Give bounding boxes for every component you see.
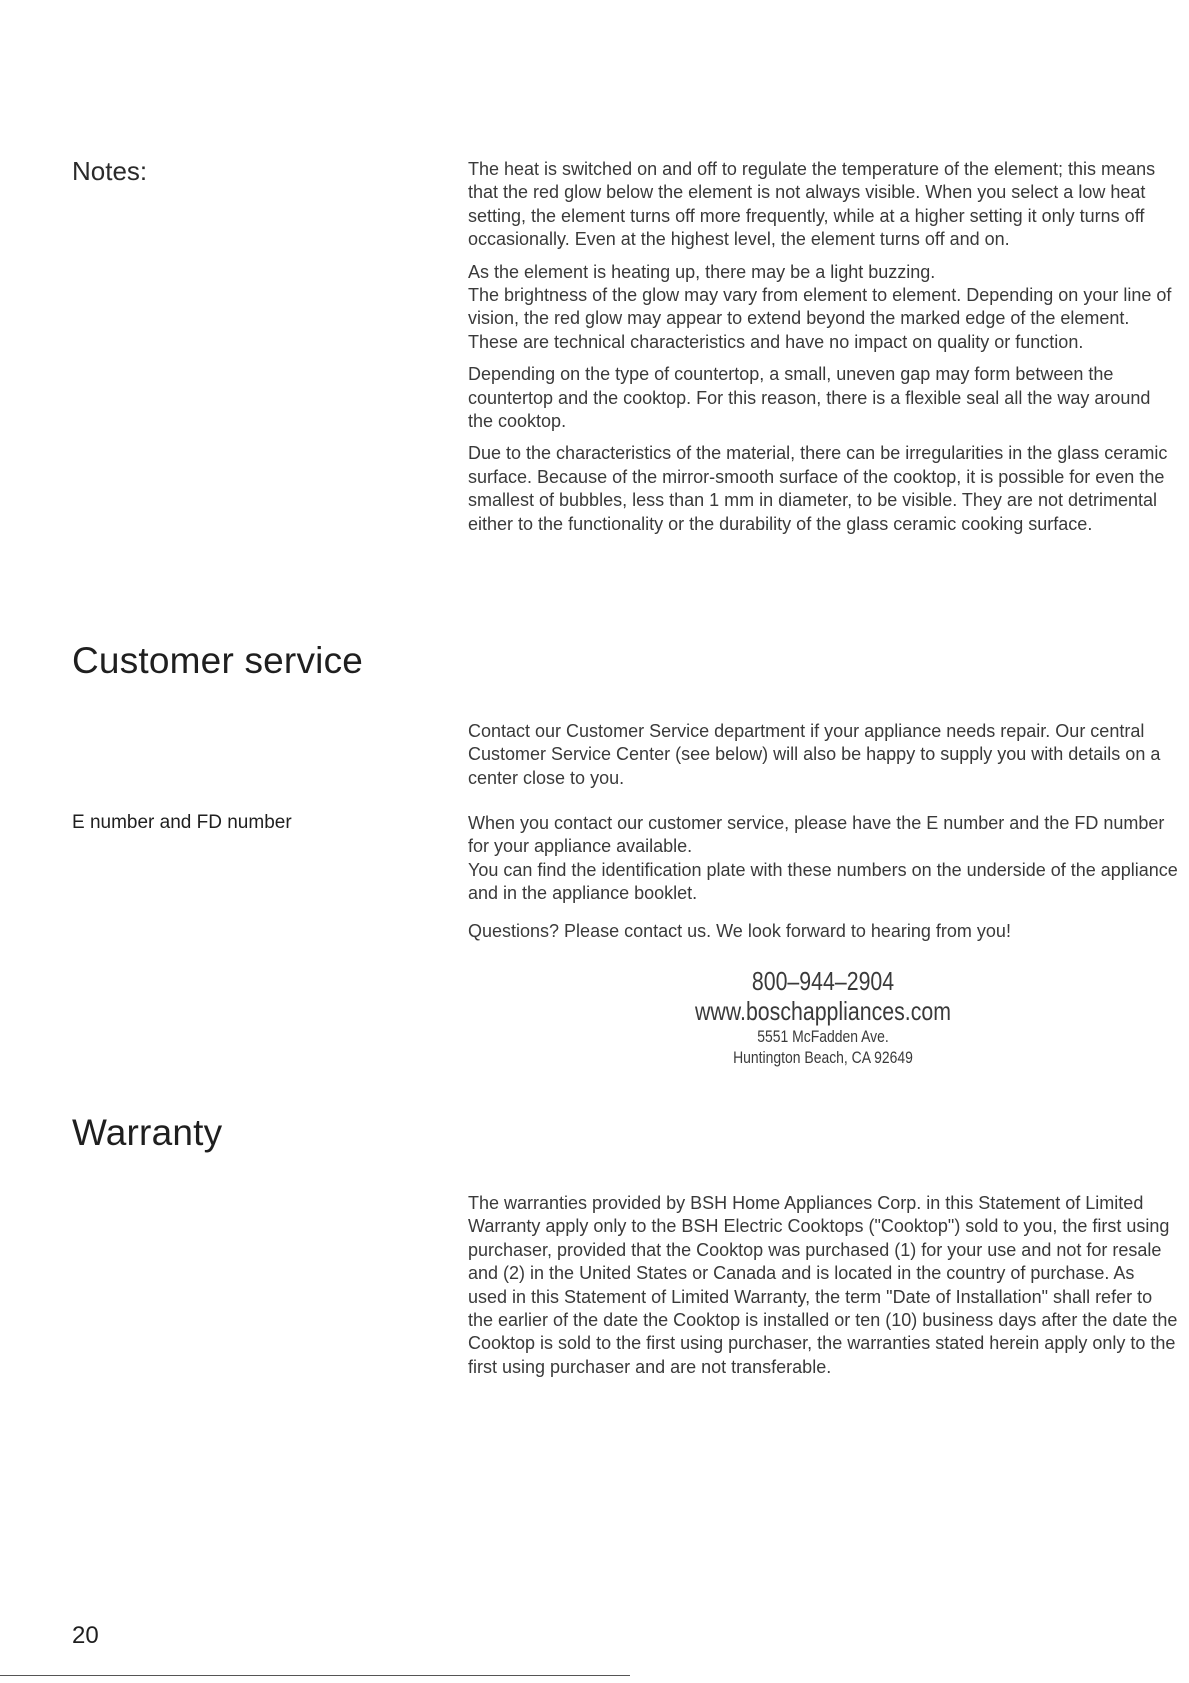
bottom-rule — [0, 1675, 630, 1676]
questions-text: Questions? Please contact us. We look forward to hearing from you! — [468, 920, 1011, 941]
address-line: Huntington Beach, CA 92649 — [733, 1048, 913, 1067]
warranty-body — [468, 1192, 1178, 1379]
customer-service-intro-text: Contact our Customer Service department if your appliance needs repair. Our central Customer Service Center (see below) will also be happy to supply you with details on a center close to you. — [468, 721, 1161, 788]
notes-paragraph: As the element is heating up, there may be a light buzzing. — [468, 261, 936, 282]
website-link[interactable]: www.boschappliances.com — [695, 996, 951, 1026]
e-number-paragraph: You can find the identification plate with these numbers on the underside of the appliance and in the appliance booklet. — [468, 859, 1178, 904]
notes-paragraph: These are technical characteristics and have no impact on quality or function. — [468, 331, 1084, 352]
e-number-paragraph: When you contact our customer service, please have the E number and the FD number for your appliance available. — [468, 813, 1165, 857]
e-number-label: E number and FD number — [72, 812, 292, 833]
warranty-title: Warranty — [72, 1112, 223, 1153]
notes-paragraph: The heat is switched on and off to regulate the temperature of the element; this means that the red glow below the element is not always visible. When you select a low heat setting, the element turns off more frequently, while at a higher setting it only turns off occasionally. Even at the highest level, the element turns off and on. — [468, 159, 1156, 250]
customer-service-title: Customer service — [72, 640, 364, 681]
notes-body — [468, 158, 1178, 536]
notes-paragraph: Due to the characteristics of the material, there can be irregularities in the glass ceramic surface. Because of the mirror-smooth surface of the cooktop, it is possible for even the smallest of bubbles, less than 1 mm in diameter, to be visible. They are not detrimental either to the functionality or the durability of the glass ceramic cooking surface. — [468, 443, 1168, 534]
notes-paragraph: The brightness of the glow may vary from element to element. Depending on your line of vision, the red glow may appear to extend beyond the marked edge of the element. — [468, 285, 1172, 329]
notes-heading: Notes: — [72, 156, 148, 186]
customer-service-intro — [468, 720, 1178, 790]
e-number-body — [468, 812, 1178, 943]
address-line: 5551 McFadden Ave. — [757, 1027, 889, 1046]
page-number: 20 — [72, 1622, 99, 1649]
phone-number[interactable]: 800–944–2904 — [751, 966, 895, 996]
warranty-paragraph: The warranties provided by BSH Home Appliances Corp. in this Statement of Limited Warranty apply only to the BSH Electric Cooktops ("Cooktop") sold to you, the first using purchaser, provided that the Cooktop was purchased (1) for your use and not for resale and (2) in the United States or Canada and is located in the country of purchase. As used in this Statement of Limited Warranty, the term "Date of Installation" shall refer to the earlier of the date the Cooktop is installed or ten (10) business days after the date the Cooktop is sold to the first using purchaser, the warranties stated herein apply only to the first using purchaser and are not transferable. — [468, 1193, 1178, 1377]
notes-paragraph: Depending on the type of countertop, a small, uneven gap may form between the countertop and the cooktop. For this reason, there is a flexible seal all the way around the cooktop. — [468, 364, 1151, 432]
contact-block — [468, 966, 1178, 1068]
